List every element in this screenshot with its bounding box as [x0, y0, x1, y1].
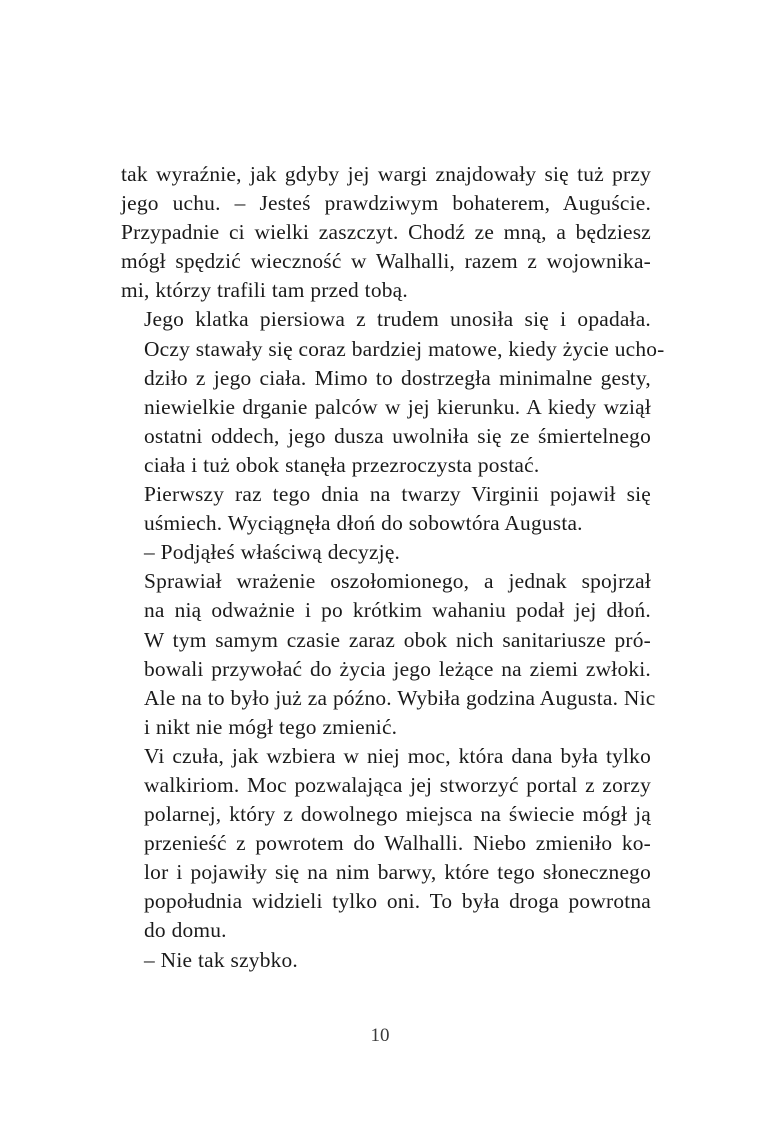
paragraph [121, 946, 651, 975]
text-line: tak wyraźnie, jak gdyby jej wargi znajdowały się tuż przy [121, 162, 651, 186]
text-line: polarnej, który z dowolnego miejsca na świecie mógł ją [144, 802, 651, 827]
text-line: do domu. [144, 918, 227, 943]
text-line: na nią odważnie i po krótkim wahaniu podał jej dłoń. [144, 598, 651, 623]
text-line: walkiriom. Moc pozwalająca jej stworzyć portal z zorzy [144, 772, 651, 797]
text-line: Ale na to było już za późno. Wybiła godzina Augusta. Nic [144, 685, 656, 710]
paragraph [121, 480, 651, 538]
text-line: – Podjąłeś właściwą decyzję. [144, 540, 401, 565]
text-line: lor i pojawiły się na nim barwy, które tego słonecznego [144, 860, 651, 885]
text-line: uśmiech. Wyciągnęła dłoń do sobowtóra Augusta. [144, 511, 583, 536]
text-line: jego uchu. – Jesteś prawdziwym bohaterem, Auguście. [121, 191, 651, 216]
text-line: W tym samym czasie zaraz obok nich sanitariusze pró- [144, 627, 651, 652]
text-line: mi, którzy trafili tam przed tobą. [121, 278, 408, 303]
text-line: Jego klatka piersiowa z trudem unosiła się i opadała. [144, 307, 651, 332]
text-line: bowali przywołać do życia jego leżące na ziemi zwłoki. [144, 656, 651, 681]
text-line: Oczy stawały się coraz bardziej matowe, kiedy życie ucho- [144, 336, 665, 361]
text-line: Pierwszy raz tego dnia na twarzy Virginii pojawił się [144, 482, 651, 507]
text-line: niewielkie drganie palców w jej kierunku. A kiedy wziął [144, 394, 651, 419]
text-line: dziło z jego ciała. Mimo to dostrzegła minimalne gesty, [144, 365, 651, 390]
text-line: mógł spędzić wieczność w Walhalli, razem z wojownika- [121, 249, 651, 274]
text-line: Vi czuła, jak wzbiera w niej moc, która dana była tylko [144, 743, 651, 768]
paragraph [121, 567, 656, 742]
text-line: przenieść z powrotem do Walhalli. Niebo zmieniło ko- [144, 831, 651, 856]
text-line: Sprawiał wrażenie oszołomionego, a jednak spojrzał [144, 569, 651, 594]
text-line: Przypadnie ci wielki zaszczyt. Chodź ze mną, a będziesz [121, 220, 651, 245]
paragraph [121, 538, 651, 567]
page-number: 10 [370, 1025, 390, 1046]
paragraph [121, 160, 651, 305]
paragraph [121, 742, 651, 946]
text-line: ciała i tuż obok stanęła przezroczysta postać. [144, 452, 540, 477]
text-line: ostatni oddech, jego dusza uwolniła się ze śmiertelnego [144, 423, 651, 448]
text-line: – Nie tak szybko. [144, 947, 298, 972]
paragraph [121, 305, 665, 480]
text-line: i nikt nie mógł tego zmienić. [144, 714, 398, 739]
text-line: popołudnia widzieli tylko oni. To była droga powrotna [144, 889, 651, 914]
page-text-block [121, 160, 665, 975]
